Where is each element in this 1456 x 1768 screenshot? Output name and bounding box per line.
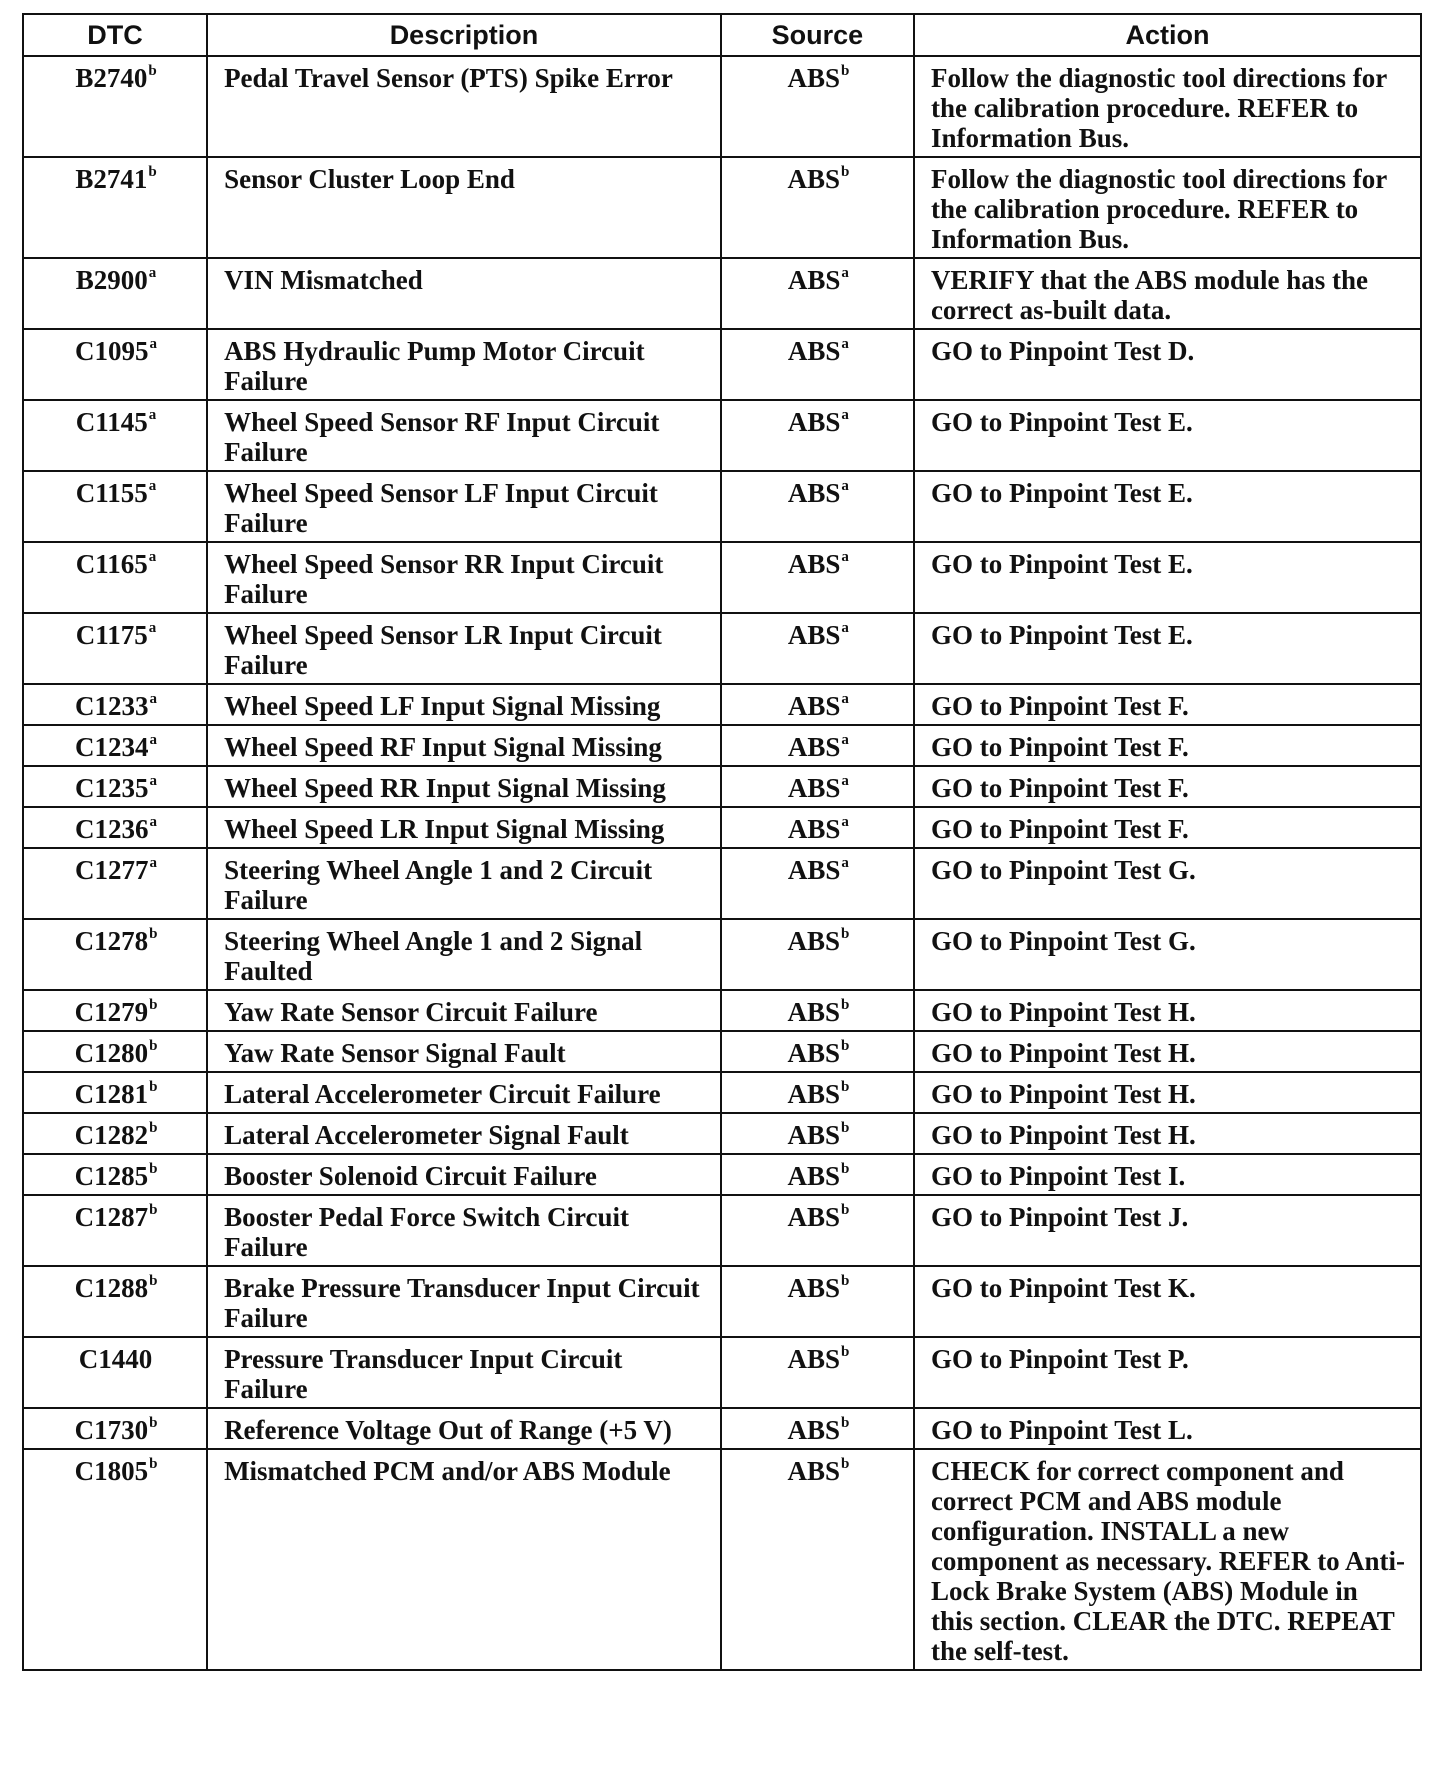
- dtc-action: [914, 684, 1421, 725]
- dtc-action-text: CHECK for correct component and correct PCM and ABS module configuration. INSTALL a new component as necessary. REFER to Anti-Lock Brake System (ABS) Module in this section. CLEAR the DTC. REPEAT the self-test.: [930, 1456, 1405, 1666]
- dtc-description: [207, 1072, 721, 1113]
- dtc-description: [207, 258, 721, 329]
- dtc-action-text: GO to Pinpoint Test H.: [930, 1079, 1196, 1109]
- dtc-description-text: Mismatched PCM and/or ABS Module: [224, 1456, 671, 1486]
- footnote-marker: a: [841, 478, 849, 494]
- footnote-marker: a: [149, 336, 158, 352]
- dtc-description: [207, 725, 721, 766]
- dtc-source-text: ABS: [787, 732, 841, 762]
- dtc-action: [914, 990, 1421, 1031]
- dtc-description-text: Yaw Rate Sensor Signal Fault: [224, 1038, 566, 1068]
- dtc-source-text: ABS: [787, 265, 841, 295]
- table-row: [23, 1337, 1421, 1408]
- dtc-source-text: ABS: [787, 814, 841, 844]
- footnote-marker: b: [149, 1038, 158, 1054]
- dtc-description-text: Yaw Rate Sensor Circuit Failure: [224, 997, 598, 1027]
- dtc-action: [914, 848, 1421, 919]
- dtc-code: [23, 400, 207, 471]
- footnote-marker: b: [841, 997, 850, 1013]
- table-row: [23, 157, 1421, 258]
- dtc-action: [914, 766, 1421, 807]
- footnote-marker: a: [148, 265, 157, 281]
- table-row: [23, 725, 1421, 766]
- dtc-action: [914, 1031, 1421, 1072]
- dtc-source-text: ABS: [787, 1038, 840, 1068]
- dtc-code-text: C1277: [75, 855, 149, 885]
- dtc-description-text: VIN Mismatched: [224, 265, 423, 295]
- dtc-description: [207, 329, 721, 400]
- footnote-marker: a: [841, 691, 849, 707]
- dtc-action: [914, 1266, 1421, 1337]
- dtc-code-text: C1165: [75, 549, 148, 579]
- dtc-source: [721, 400, 914, 471]
- footnote-marker: b: [841, 1079, 850, 1095]
- footnote-marker: a: [148, 549, 157, 565]
- dtc-action-text: GO to Pinpoint Test F.: [930, 814, 1189, 844]
- dtc-description: [207, 1337, 721, 1408]
- dtc-description: [207, 848, 721, 919]
- dtc-code: [23, 1337, 207, 1408]
- footnote-marker: a: [148, 407, 157, 423]
- table-row: [23, 1449, 1421, 1670]
- dtc-action: [914, 807, 1421, 848]
- footnote-marker: a: [148, 620, 157, 636]
- table-row: [23, 1072, 1421, 1113]
- dtc-code: [23, 1113, 207, 1154]
- table-row: [23, 542, 1421, 613]
- footnote-marker: b: [149, 926, 158, 942]
- dtc-source: [721, 1154, 914, 1195]
- dtc-source-text: ABS: [787, 926, 840, 956]
- dtc-source: [721, 1031, 914, 1072]
- dtc-description: [207, 1408, 721, 1449]
- dtc-description-text: Wheel Speed Sensor RF Input Circuit Failure: [224, 407, 660, 467]
- footnote-marker: a: [149, 814, 158, 830]
- dtc-description-text: Reference Voltage Out of Range (+5 V): [224, 1415, 672, 1445]
- dtc-description-text: Pedal Travel Sensor (PTS) Spike Error: [224, 63, 673, 93]
- dtc-description-text: Sensor Cluster Loop End: [224, 164, 515, 194]
- dtc-code: [23, 329, 207, 400]
- footnote-marker: a: [841, 620, 849, 636]
- dtc-source: [721, 1266, 914, 1337]
- footnote-marker: b: [841, 1456, 850, 1472]
- dtc-description-text: Lateral Accelerometer Signal Fault: [224, 1120, 629, 1150]
- table-row: [23, 329, 1421, 400]
- footnote-marker: b: [149, 1079, 158, 1095]
- dtc-source: [721, 1072, 914, 1113]
- dtc-code: [23, 613, 207, 684]
- dtc-action-text: GO to Pinpoint Test J.: [930, 1202, 1189, 1232]
- dtc-description: [207, 157, 721, 258]
- dtc-action-text: GO to Pinpoint Test H.: [930, 997, 1196, 1027]
- dtc-code-text: C1278: [74, 926, 149, 956]
- dtc-source: [721, 56, 914, 157]
- dtc-source-text: ABS: [787, 549, 841, 579]
- dtc-source: [721, 471, 914, 542]
- footnote-marker: a: [149, 691, 158, 707]
- dtc-code: [23, 684, 207, 725]
- dtc-code-text: C1233: [75, 691, 149, 721]
- dtc-source: [721, 329, 914, 400]
- table-row: [23, 1031, 1421, 1072]
- dtc-source: [721, 1113, 914, 1154]
- dtc-description-text: Steering Wheel Angle 1 and 2 Signal Faulted: [224, 926, 643, 986]
- table-row: [23, 990, 1421, 1031]
- dtc-source-text: ABS: [787, 773, 841, 803]
- dtc-action-text: GO to Pinpoint Test E.: [930, 478, 1193, 508]
- dtc-source: [721, 542, 914, 613]
- footnote-marker: b: [149, 1456, 158, 1472]
- footnote-marker: b: [149, 1161, 158, 1177]
- footnote-marker: b: [841, 63, 850, 79]
- dtc-code-text: C1805: [74, 1456, 149, 1486]
- footnote-marker: a: [149, 732, 158, 748]
- dtc-action-text: GO to Pinpoint Test E.: [930, 549, 1193, 579]
- footnote-marker: a: [841, 773, 849, 789]
- footnote-marker: b: [841, 164, 850, 180]
- dtc-action: [914, 1113, 1421, 1154]
- dtc-code-text: C1287: [74, 1202, 149, 1232]
- dtc-source-text: ABS: [787, 691, 841, 721]
- dtc-action: [914, 1337, 1421, 1408]
- footnote-marker: b: [841, 926, 850, 942]
- dtc-action: [914, 1408, 1421, 1449]
- footnote-marker: b: [148, 63, 157, 79]
- dtc-action: [914, 1072, 1421, 1113]
- dtc-description: [207, 766, 721, 807]
- dtc-code-text: C1236: [75, 814, 149, 844]
- dtc-source-text: ABS: [787, 997, 840, 1027]
- dtc-source-text: ABS: [787, 1202, 840, 1232]
- dtc-description-text: Wheel Speed Sensor RR Input Circuit Failure: [224, 549, 664, 609]
- footnote-marker: a: [841, 407, 849, 423]
- dtc-code: [23, 807, 207, 848]
- dtc-source-text: ABS: [787, 1079, 840, 1109]
- dtc-action-text: GO to Pinpoint Test F.: [930, 732, 1189, 762]
- dtc-action-text: GO to Pinpoint Test E.: [930, 407, 1193, 437]
- dtc-source-text: ABS: [787, 478, 841, 508]
- dtc-code-text: C1279: [74, 997, 149, 1027]
- dtc-action-text: Follow the diagnostic tool directions for the calibration procedure. REFER to Information Bus.: [930, 63, 1387, 153]
- dtc-description-text: Wheel Speed LR Input Signal Missing: [224, 814, 665, 844]
- dtc-action-text: GO to Pinpoint Test K.: [930, 1273, 1196, 1303]
- footnote-marker: b: [149, 1273, 158, 1289]
- dtc-description: [207, 919, 721, 990]
- footnote-marker: a: [841, 814, 849, 830]
- dtc-action: [914, 400, 1421, 471]
- header-description: Description: [207, 14, 721, 56]
- footnote-marker: b: [841, 1202, 850, 1218]
- dtc-code-text: C1440: [78, 1344, 153, 1374]
- footnote-marker: a: [841, 336, 849, 352]
- dtc-description-text: Wheel Speed RR Input Signal Missing: [224, 773, 666, 803]
- footnote-marker: b: [841, 1415, 850, 1431]
- footnote-marker: a: [149, 773, 158, 789]
- dtc-action-text: GO to Pinpoint Test P.: [930, 1344, 1189, 1374]
- table-row: [23, 1408, 1421, 1449]
- dtc-source: [721, 684, 914, 725]
- dtc-code-text: C1730: [74, 1415, 149, 1445]
- dtc-source: [721, 613, 914, 684]
- dtc-description-text: Wheel Speed Sensor LF Input Circuit Failure: [224, 478, 658, 538]
- dtc-description-text: Wheel Speed LF Input Signal Missing: [224, 691, 661, 721]
- dtc-code-text: B2740: [75, 63, 148, 93]
- dtc-code-text: C1288: [74, 1273, 149, 1303]
- dtc-code: [23, 919, 207, 990]
- dtc-action: [914, 157, 1421, 258]
- dtc-action-text: VERIFY that the ABS module has the correct as-built data.: [930, 265, 1369, 325]
- dtc-source: [721, 725, 914, 766]
- dtc-source-text: ABS: [787, 855, 841, 885]
- dtc-action: [914, 1195, 1421, 1266]
- dtc-code: [23, 1072, 207, 1113]
- dtc-description-text: Booster Solenoid Circuit Failure: [224, 1161, 597, 1191]
- dtc-description: [207, 400, 721, 471]
- table-row: [23, 258, 1421, 329]
- dtc-code: [23, 1195, 207, 1266]
- dtc-source-text: ABS: [787, 1120, 840, 1150]
- dtc-description: [207, 471, 721, 542]
- dtc-action: [914, 613, 1421, 684]
- dtc-source: [721, 807, 914, 848]
- dtc-code: [23, 471, 207, 542]
- dtc-code: [23, 766, 207, 807]
- dtc-action-text: GO to Pinpoint Test L.: [930, 1415, 1193, 1445]
- dtc-action: [914, 329, 1421, 400]
- dtc-code: [23, 542, 207, 613]
- footnote-marker: a: [149, 855, 158, 871]
- dtc-action: [914, 1449, 1421, 1670]
- dtc-source: [721, 919, 914, 990]
- dtc-action-text: GO to Pinpoint Test G.: [930, 926, 1196, 956]
- dtc-action-text: GO to Pinpoint Test F.: [930, 773, 1189, 803]
- dtc-description: [207, 613, 721, 684]
- table-row: [23, 1113, 1421, 1154]
- dtc-source: [721, 157, 914, 258]
- footnote-marker: a: [841, 265, 849, 281]
- dtc-action: [914, 471, 1421, 542]
- footnote-marker: a: [148, 478, 157, 494]
- table-row: [23, 766, 1421, 807]
- footnote-marker: b: [149, 1120, 158, 1136]
- dtc-source: [721, 848, 914, 919]
- dtc-action-text: GO to Pinpoint Test H.: [930, 1038, 1196, 1068]
- dtc-source-text: ABS: [787, 336, 841, 366]
- dtc-description-text: Steering Wheel Angle 1 and 2 Circuit Failure: [224, 855, 653, 915]
- dtc-description: [207, 56, 721, 157]
- dtc-code: [23, 258, 207, 329]
- dtc-code: [23, 1031, 207, 1072]
- dtc-code-text: C1235: [75, 773, 149, 803]
- dtc-description-text: Lateral Accelerometer Circuit Failure: [224, 1079, 661, 1109]
- header-source: Source: [721, 14, 914, 56]
- dtc-description: [207, 1266, 721, 1337]
- dtc-description-text: Booster Pedal Force Switch Circuit Failure: [224, 1202, 629, 1262]
- dtc-action: [914, 919, 1421, 990]
- dtc-description-text: Wheel Speed RF Input Signal Missing: [224, 732, 662, 762]
- dtc-action-text: GO to Pinpoint Test G.: [930, 855, 1196, 885]
- dtc-source: [721, 766, 914, 807]
- dtc-code: [23, 157, 207, 258]
- dtc-source-text: ABS: [787, 620, 841, 650]
- table-row: [23, 400, 1421, 471]
- dtc-code-text: B2900: [75, 265, 148, 295]
- table-row: [23, 919, 1421, 990]
- dtc-source-text: ABS: [787, 1456, 840, 1486]
- dtc-code-text: C1155: [75, 478, 148, 508]
- table-row: [23, 807, 1421, 848]
- dtc-code-text: C1282: [74, 1120, 149, 1150]
- dtc-action-text: GO to Pinpoint Test E.: [930, 620, 1193, 650]
- table-row: [23, 1154, 1421, 1195]
- dtc-description: [207, 1154, 721, 1195]
- dtc-description: [207, 1449, 721, 1670]
- dtc-description: [207, 684, 721, 725]
- dtc-action: [914, 542, 1421, 613]
- dtc-code-text: C1281: [74, 1079, 149, 1109]
- table-row: [23, 1195, 1421, 1266]
- dtc-source: [721, 1449, 914, 1670]
- dtc-description: [207, 542, 721, 613]
- dtc-code: [23, 56, 207, 157]
- dtc-action: [914, 258, 1421, 329]
- dtc-code: [23, 1408, 207, 1449]
- footnote-marker: b: [149, 1415, 158, 1431]
- dtc-action: [914, 725, 1421, 766]
- table-header-row: [23, 14, 1421, 56]
- header-action: Action: [914, 14, 1421, 56]
- dtc-action: [914, 1154, 1421, 1195]
- footnote-marker: b: [148, 164, 157, 180]
- dtc-description: [207, 807, 721, 848]
- dtc-source-text: ABS: [787, 1273, 840, 1303]
- table-row: [23, 684, 1421, 725]
- dtc-action-text: GO to Pinpoint Test I.: [930, 1161, 1186, 1191]
- table-row: [23, 56, 1421, 157]
- footnote-marker: b: [841, 1161, 850, 1177]
- dtc-source-text: ABS: [787, 1344, 840, 1374]
- header-dtc: DTC: [23, 14, 207, 56]
- dtc-code-text: C1285: [74, 1161, 149, 1191]
- dtc-description: [207, 990, 721, 1031]
- dtc-code-text: C1095: [75, 336, 149, 366]
- table-body: [23, 56, 1421, 1670]
- dtc-source-text: ABS: [787, 407, 841, 437]
- dtc-source: [721, 1195, 914, 1266]
- dtc-code: [23, 1449, 207, 1670]
- dtc-code-text: C1234: [75, 732, 149, 762]
- dtc-code-text: C1280: [74, 1038, 149, 1068]
- dtc-description: [207, 1031, 721, 1072]
- footnote-marker: b: [149, 997, 158, 1013]
- dtc-code: [23, 1266, 207, 1337]
- table-row: [23, 848, 1421, 919]
- dtc-action-text: GO to Pinpoint Test F.: [930, 691, 1189, 721]
- footnote-marker: b: [149, 1202, 158, 1218]
- dtc-description: [207, 1195, 721, 1266]
- dtc-description: [207, 1113, 721, 1154]
- dtc-description-text: ABS Hydraulic Pump Motor Circuit Failure: [224, 336, 645, 396]
- dtc-source: [721, 258, 914, 329]
- dtc-description-text: Pressure Transducer Input Circuit Failure: [224, 1344, 623, 1404]
- table-row: [23, 471, 1421, 542]
- dtc-action-text: Follow the diagnostic tool directions for the calibration procedure. REFER to Information Bus.: [930, 164, 1387, 254]
- dtc-source-text: ABS: [787, 1161, 840, 1191]
- footnote-marker: a: [841, 855, 849, 871]
- dtc-description-text: Brake Pressure Transducer Input Circuit Failure: [224, 1273, 700, 1333]
- table-row: [23, 1266, 1421, 1337]
- dtc-source-text: ABS: [787, 164, 840, 194]
- dtc-action-text: GO to Pinpoint Test D.: [930, 336, 1195, 366]
- dtc-source: [721, 1337, 914, 1408]
- dtc-description-text: Wheel Speed Sensor LR Input Circuit Failure: [224, 620, 662, 680]
- footnote-marker: a: [841, 732, 849, 748]
- footnote-marker: b: [841, 1038, 850, 1054]
- dtc-source-text: ABS: [787, 63, 840, 93]
- dtc-action-text: GO to Pinpoint Test H.: [930, 1120, 1196, 1150]
- dtc-code: [23, 1154, 207, 1195]
- dtc-table: [22, 13, 1422, 1671]
- footnote-marker: b: [841, 1120, 850, 1136]
- footnote-marker: b: [841, 1344, 850, 1360]
- dtc-code: [23, 990, 207, 1031]
- dtc-code-text: C1175: [75, 620, 148, 650]
- dtc-source-text: ABS: [787, 1415, 840, 1445]
- dtc-source: [721, 1408, 914, 1449]
- dtc-action: [914, 56, 1421, 157]
- table-row: [23, 613, 1421, 684]
- footnote-marker: b: [841, 1273, 850, 1289]
- dtc-code-text: C1145: [75, 407, 148, 437]
- footnote-marker: a: [841, 549, 849, 565]
- dtc-source: [721, 990, 914, 1031]
- dtc-code: [23, 725, 207, 766]
- dtc-code-text: B2741: [75, 164, 148, 194]
- dtc-code: [23, 848, 207, 919]
